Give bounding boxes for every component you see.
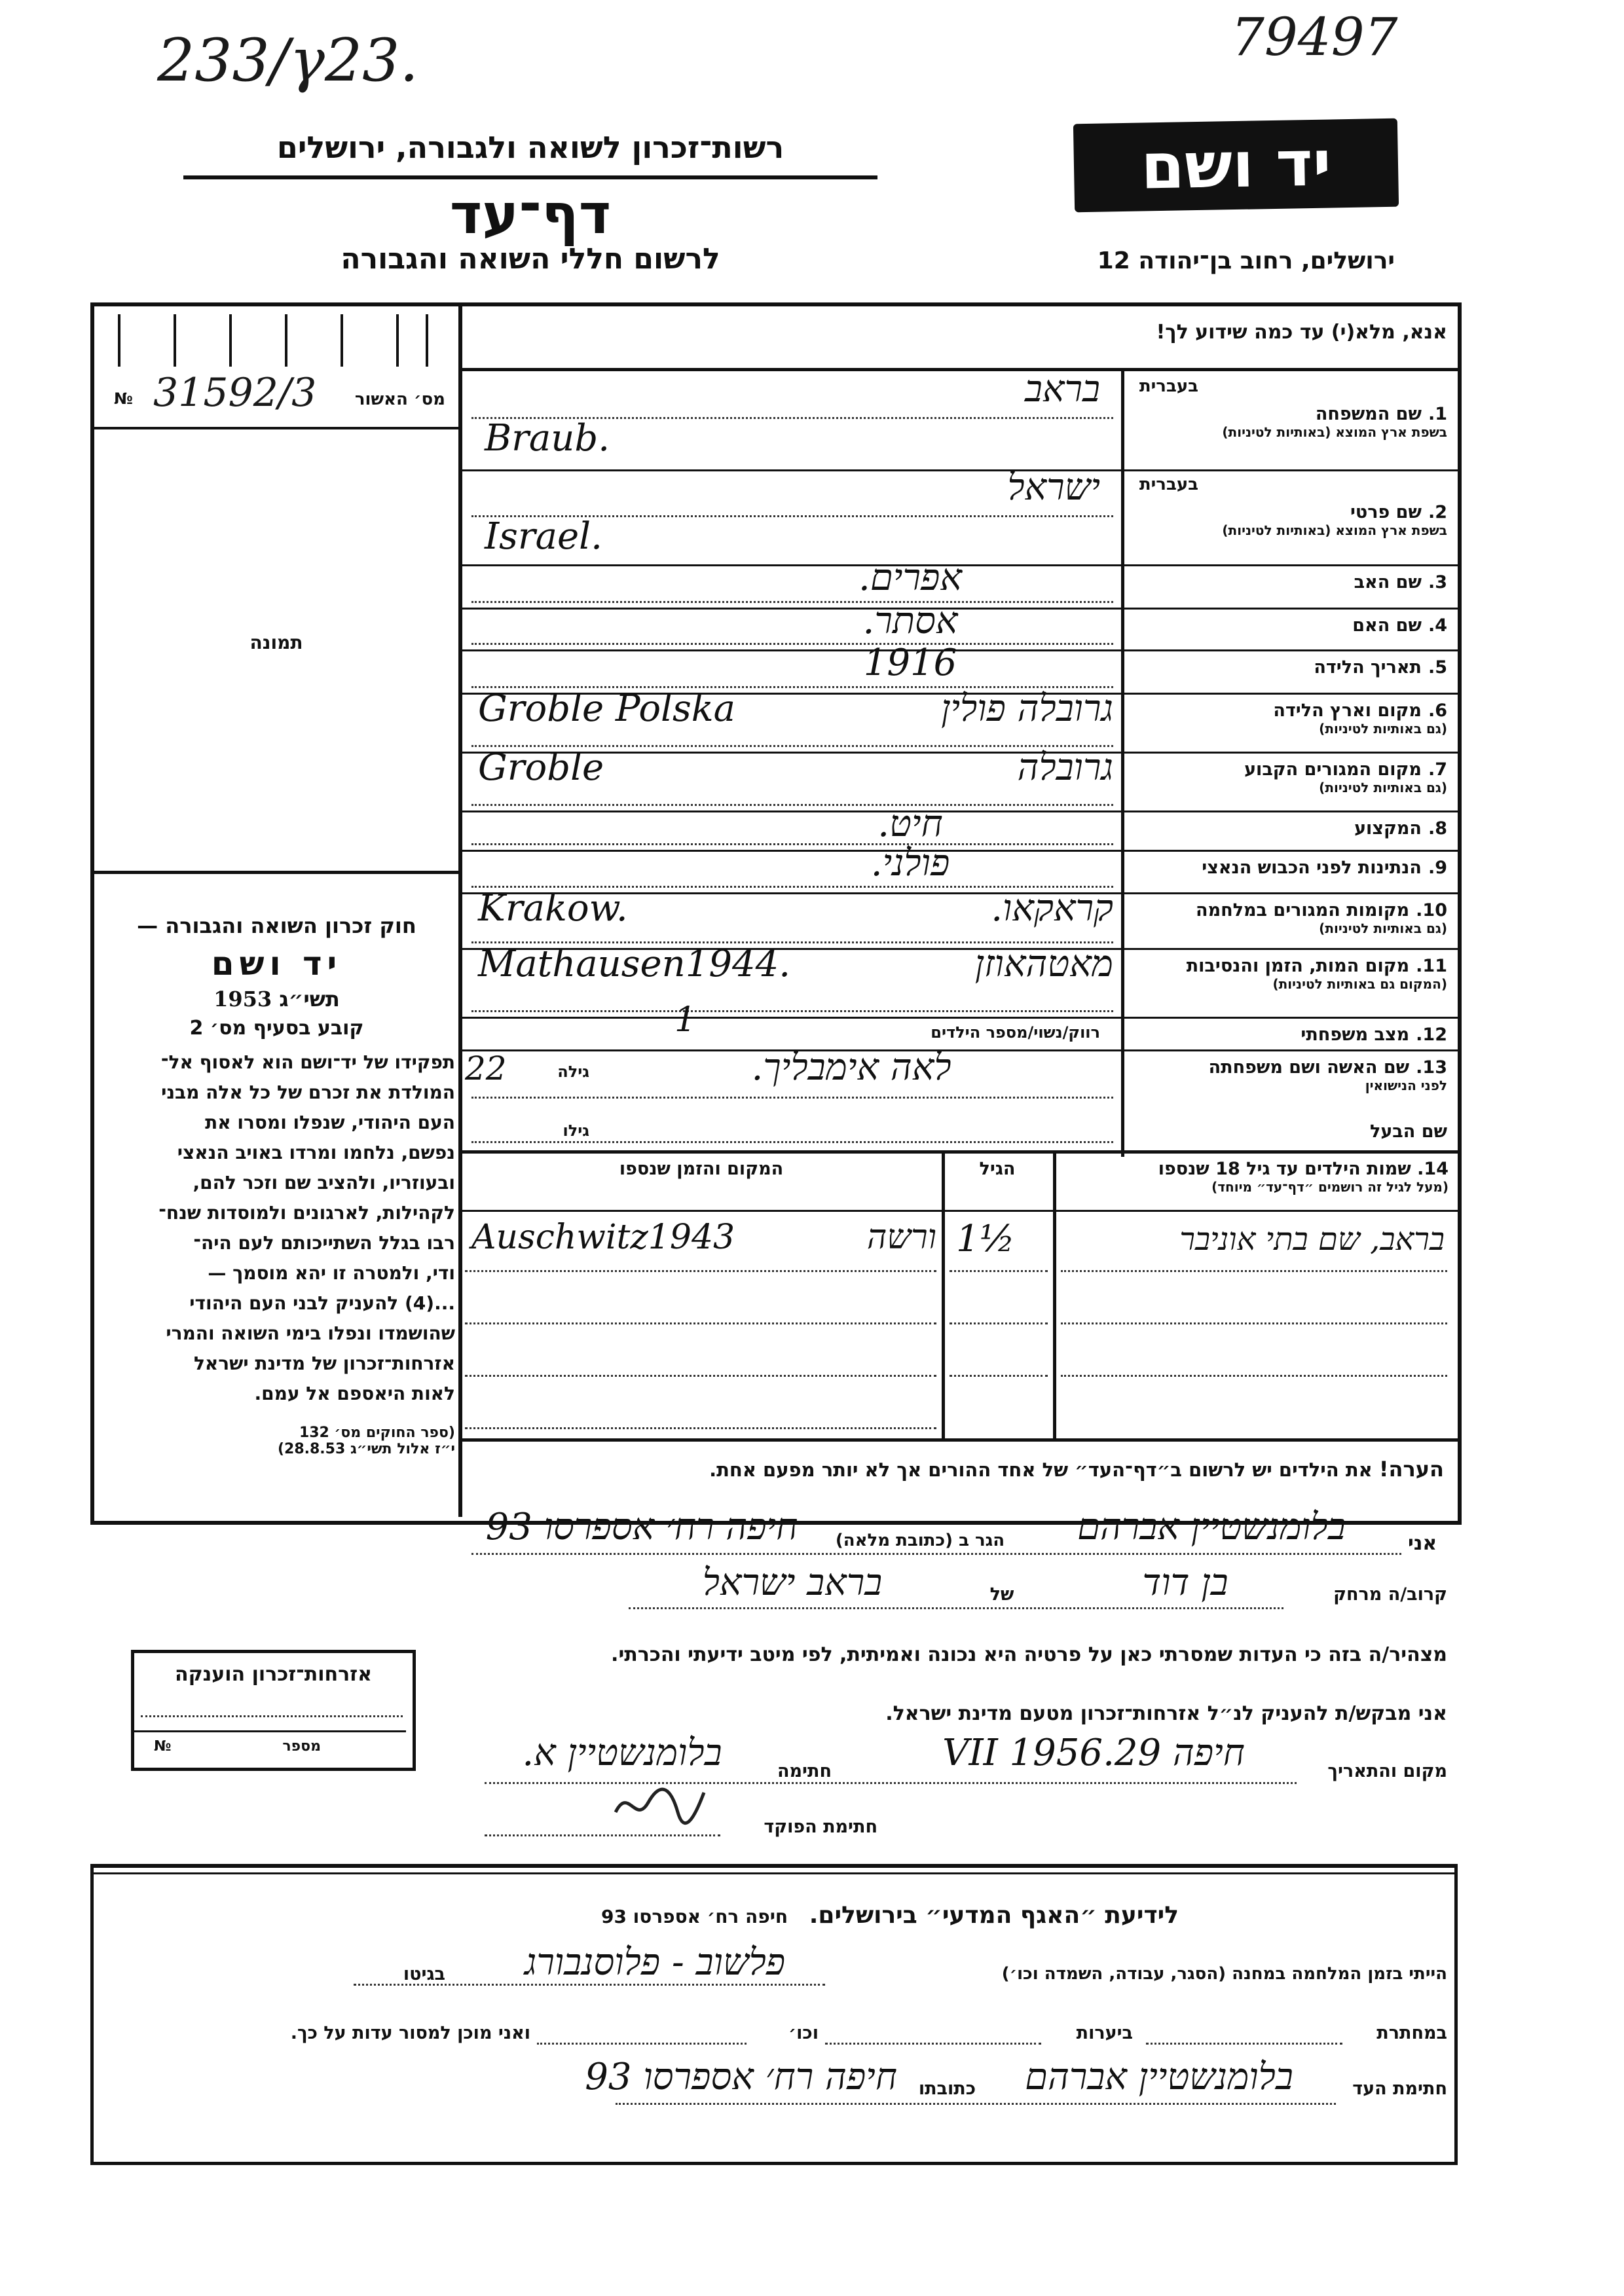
request-text: אני מבקש/ת להעניק לנ״ל אזרחות־זכרון מטעם מדינת ישראל. bbox=[885, 1702, 1447, 1725]
left-column-divider bbox=[458, 302, 462, 1517]
relative-of: בראב ישראל bbox=[702, 1561, 883, 1604]
children-age-header: הגיל bbox=[979, 1159, 1016, 1179]
officer-signature bbox=[609, 1779, 707, 1832]
of-label: של bbox=[989, 1584, 1014, 1605]
field-sublabel: (גם באותיות לטיניות) bbox=[1319, 780, 1447, 795]
field-label-text: תאריך הלידה bbox=[1314, 657, 1422, 678]
declaration-text: מצהיר/ה בזה כי העדות שמסרתי כאן על פרטיה היא נכונה ואמיתית, לפי מיטב ידיעתי והכרתי. bbox=[611, 1643, 1447, 1666]
child-name: בראב, שם בתי אוניבר bbox=[1179, 1221, 1445, 1258]
citizenship-title: אזרחות־זכרון הוענקה bbox=[174, 1663, 373, 1686]
law-body bbox=[98, 1048, 455, 1409]
field-number: 6. bbox=[1428, 701, 1447, 721]
form-subtitle: לרשום חללי השואה והגבורה bbox=[341, 242, 720, 276]
witness-name: בלומנשטיין אברהם bbox=[1077, 1506, 1346, 1548]
law-name: יד ושם bbox=[211, 945, 342, 983]
bottom-heading-text: לידיעת ״האגף המדעי״ בירושלים. bbox=[809, 1902, 1179, 1929]
note-label: הערה! bbox=[1378, 1457, 1444, 1482]
field-value-latin: Groble bbox=[478, 746, 604, 789]
field-label-text: שם האשה ושם משפחתה bbox=[1208, 1057, 1410, 1078]
org-underline bbox=[183, 175, 877, 179]
relative-label: קרוב/ה מרחק bbox=[1333, 1584, 1447, 1605]
law-body-line: שהושמדו ונפלו בימי השואה והמרי bbox=[166, 1322, 455, 1344]
husband-age-label: גילו bbox=[563, 1121, 589, 1140]
bottom-witness-signature: בלומנשטיין אברהם bbox=[1025, 2056, 1293, 2098]
law-year: 1953 bbox=[213, 987, 272, 1011]
field-value: מאטהאוזן bbox=[974, 943, 1113, 985]
field-value: 1916 bbox=[863, 642, 957, 684]
citizenship-box bbox=[131, 1650, 416, 1771]
field-number: 9. bbox=[1428, 858, 1447, 878]
field-value: קראקאו. bbox=[991, 887, 1113, 930]
field-label-text: מקום המות, הזמן והנסיבות bbox=[1186, 956, 1410, 976]
citizenship-number-label: מספר bbox=[282, 1738, 321, 1755]
field-label-text: שם המשפחה bbox=[1315, 404, 1422, 424]
field-number: 12. bbox=[1416, 1025, 1447, 1045]
wife-age-value: 22 bbox=[465, 1049, 507, 1087]
field-label-7 bbox=[1126, 759, 1447, 795]
field-value: חיט. bbox=[877, 803, 943, 845]
officer-signature-label: חתימת הפוקד bbox=[764, 1817, 877, 1837]
children-place-header: המקום והזמן שנספו bbox=[619, 1159, 784, 1179]
child-place-latin: Auschwitz1943 bbox=[471, 1218, 735, 1257]
note-text: את הילדים יש לרשום ב״דף־העד״ של אחד ההורים אך לא יותר מפעם אחת. bbox=[709, 1459, 1373, 1481]
field-sublabel: (גם באותיות לטיניות) bbox=[1319, 920, 1447, 936]
instructions: אנא, מלא(י) עד כמה שידוע לך! bbox=[1156, 321, 1447, 344]
field-label-text: הנתינות לפני הכבוש הנאצי bbox=[1202, 858, 1422, 878]
field-label-text: שם האם bbox=[1352, 615, 1422, 636]
witness-sig-label: חתימת העד bbox=[1352, 2079, 1447, 2099]
field-label-9 bbox=[1126, 858, 1447, 878]
field-label-text: מקום וארץ הלידה bbox=[1273, 701, 1422, 721]
office-address: ירושלים, רחוב בן־יהודה 12 bbox=[1097, 247, 1395, 274]
handwritten-reference-right: 79497 bbox=[1231, 7, 1398, 67]
field-value-latin: Krakow. bbox=[478, 887, 628, 930]
field-value-latin: Mathausen1944. bbox=[478, 943, 791, 985]
field-value-latin: Israel. bbox=[485, 515, 602, 558]
field-value-latin: Groble Polska bbox=[478, 687, 736, 730]
law-body-line: ובעוזריו, ולהציב שם וזכר להם, bbox=[193, 1172, 455, 1194]
field-hebrew-side-label: בעברית bbox=[1139, 475, 1198, 494]
ghetto-label: בגיטו bbox=[403, 1964, 445, 1984]
wife-name-value: לאה אימבליך. bbox=[751, 1046, 951, 1089]
field-sublabel: (המקום גם באותיות לטיניות) bbox=[1272, 976, 1447, 992]
child-age: 1½ bbox=[956, 1218, 1015, 1260]
law-body-line: לקהילות, לארגונים ולמוסדות שנח־ bbox=[158, 1202, 455, 1224]
field-label-text: מקומות המגורים במלחמה bbox=[1196, 900, 1410, 920]
bottom-section-top bbox=[90, 1864, 1458, 1868]
field-label-8 bbox=[1126, 818, 1447, 839]
field-number: 13. bbox=[1416, 1057, 1447, 1078]
field-label-text: מקום המגורים הקבוע bbox=[1244, 759, 1422, 780]
field-value: אפרים. bbox=[858, 556, 962, 599]
children-count-label: רווק/נשוי/מספר הילדים bbox=[931, 1023, 1100, 1042]
handwritten-reference-left: 233/γ23. bbox=[157, 26, 419, 95]
field-label-text: המקצוע bbox=[1354, 818, 1422, 839]
field-label-13 bbox=[1126, 1057, 1447, 1093]
law-source-1: (ספר החוקים מס׳ 132 bbox=[299, 1425, 455, 1441]
organization-name: רשות־זכרון לשואה ולגבורה, ירושלים bbox=[276, 130, 784, 165]
law-box bbox=[98, 913, 455, 1457]
law-body-line: ודי, ולמטרה זו יהא מוסמך — bbox=[208, 1262, 455, 1284]
law-body-line: אזרחות־זכרון של מדינת ישראל bbox=[193, 1353, 455, 1374]
etc-label: וכו׳ bbox=[788, 2023, 819, 2043]
bottom-address: חיפה רח׳ אספרסו 93 bbox=[600, 1906, 788, 1927]
field-label-3 bbox=[1126, 572, 1447, 592]
law-clause: קובע בסעיף מס׳ 2 bbox=[189, 1017, 364, 1040]
field-label-5 bbox=[1126, 657, 1447, 678]
field-value-hebrew: בראב bbox=[1024, 368, 1100, 410]
field-label-1 bbox=[1126, 404, 1447, 440]
resident-label: הגר ב (כתובת מלאה) bbox=[835, 1531, 1005, 1550]
law-body-line: לאות היאספם אל עמם. bbox=[254, 1383, 455, 1404]
witness-address: חיפה רח׳ אספרסו 93 bbox=[485, 1506, 798, 1548]
field-number: 5. bbox=[1428, 657, 1447, 678]
law-body-line: רבו בגלל השתייכותם לעם היה־ bbox=[193, 1232, 455, 1254]
law-year-hebrew: תשי״ג bbox=[279, 987, 340, 1011]
form-title: דף־עד bbox=[449, 182, 612, 246]
law-heading: חוק זכרון השואה והגבורה — bbox=[137, 913, 416, 938]
law-source-2: י״ז אלול תשי״ג 28.8.53) bbox=[277, 1441, 455, 1457]
camp-label: הייתי בזמן המלחמה במחנה (הסגר, עבודה, השמדה וכו׳) bbox=[1001, 1964, 1447, 1984]
field-number: 11. bbox=[1416, 956, 1447, 976]
field-hebrew-side-label: בעברית bbox=[1139, 376, 1198, 396]
citizenship-no-symbol: № bbox=[154, 1738, 172, 1755]
field-label-text: שם האב bbox=[1354, 572, 1422, 592]
field-number: 1. bbox=[1428, 404, 1447, 424]
officer-signature-scribble bbox=[609, 1779, 707, 1832]
relation: בן דוד bbox=[1142, 1561, 1228, 1604]
law-body-line: תפקידו של יד־ושם הוא לאסוף אל־ bbox=[160, 1051, 455, 1073]
field-number: 3. bbox=[1428, 572, 1447, 592]
children-count-value: 1 bbox=[674, 1000, 697, 1040]
children-label: 14. שמות הילדים עד גיל 18 שנספו (מעל לגיל זה רושמים ״דף־עד״ מיוחד) bbox=[1158, 1159, 1449, 1195]
note bbox=[468, 1457, 1444, 1482]
field-number: 4. bbox=[1428, 615, 1447, 636]
camp-value: פלשוב - פלוסנבורג bbox=[524, 1941, 786, 1984]
field-number: 10. bbox=[1416, 900, 1447, 920]
law-body-line: המולדת את זכרם של כל אלה מבני bbox=[161, 1082, 455, 1103]
field-label-12 bbox=[1126, 1025, 1447, 1045]
approval-number: 31592/3 bbox=[153, 370, 317, 416]
photo-label: תמונה bbox=[249, 632, 303, 653]
husband-label: שם הבעל bbox=[1369, 1121, 1447, 1142]
wife-age-label: גילה bbox=[557, 1063, 589, 1081]
underground-label: במחתרת bbox=[1376, 2023, 1447, 2043]
field-sublabel: בשפת ארץ המוצא (באותיות לטיניות) bbox=[1222, 424, 1447, 440]
field-number: 7. bbox=[1428, 759, 1447, 780]
field-row-divider bbox=[462, 1017, 1458, 1019]
yad-vashem-logo bbox=[1073, 118, 1399, 213]
ani-label: אני bbox=[1408, 1532, 1437, 1555]
field-sublabel: (גם באותיות לטיניות) bbox=[1319, 721, 1447, 737]
ready-text: ואני מוכן למסור עדות על כך. bbox=[290, 2023, 530, 2043]
field-label-text: מצב משפחתי bbox=[1301, 1025, 1410, 1045]
label-column-divider bbox=[1121, 371, 1124, 1157]
field-value-hebrew: ישראל bbox=[1007, 466, 1100, 509]
bottom-heading bbox=[458, 1902, 1179, 1929]
field-label-10 bbox=[1126, 900, 1447, 936]
law-body-line: נפשם, נלחמו ומרדו באויב הנאצי bbox=[177, 1142, 455, 1163]
field-label-2 bbox=[1126, 502, 1447, 538]
field-label-4 bbox=[1126, 615, 1447, 636]
approval-no-symbol: № bbox=[114, 390, 133, 408]
child-place-hebrew: ורשה bbox=[866, 1218, 936, 1257]
partisans-label: ביערות bbox=[1076, 2023, 1133, 2043]
witness-signature: בלומנשטיין א. bbox=[522, 1732, 722, 1774]
law-body-line: העם היהודי, שנפלו ומסרו את bbox=[205, 1112, 455, 1133]
field-sublabel: לפני הנישואין bbox=[1365, 1078, 1447, 1093]
field-value: אסתר. bbox=[862, 600, 958, 642]
field-label-6 bbox=[1126, 701, 1447, 737]
field-label-11 bbox=[1126, 956, 1447, 992]
place-date-label: מקום והתאריך bbox=[1327, 1761, 1447, 1781]
approval-label: מס׳ האשור bbox=[354, 390, 445, 409]
law-body-line: ...(4) להעניק לבני העם היהודי bbox=[189, 1292, 455, 1314]
logo-text: יד ושם bbox=[1140, 126, 1332, 204]
field-value-latin: Braub. bbox=[485, 417, 610, 460]
bottom-address-label: כתובתו bbox=[918, 2079, 976, 2099]
field-number: 8. bbox=[1428, 818, 1447, 839]
field-number: 2. bbox=[1428, 502, 1447, 522]
place-date: חיפה 29.VII 1956 bbox=[942, 1732, 1245, 1774]
field-value: פולני. bbox=[870, 842, 950, 884]
approval-number-box bbox=[94, 370, 458, 429]
field-label-text: שם פרטי bbox=[1350, 502, 1422, 522]
bottom-witness-address: חיפה רח׳ אספרסו 93 bbox=[585, 2056, 897, 2098]
signature-label: חתימה bbox=[777, 1761, 832, 1781]
field-value: גרובלה פולין bbox=[941, 687, 1113, 730]
field-value: גרובלה bbox=[1017, 746, 1113, 789]
field-sublabel: בשפת ארץ המוצא (באותיות לטיניות) bbox=[1222, 522, 1447, 538]
